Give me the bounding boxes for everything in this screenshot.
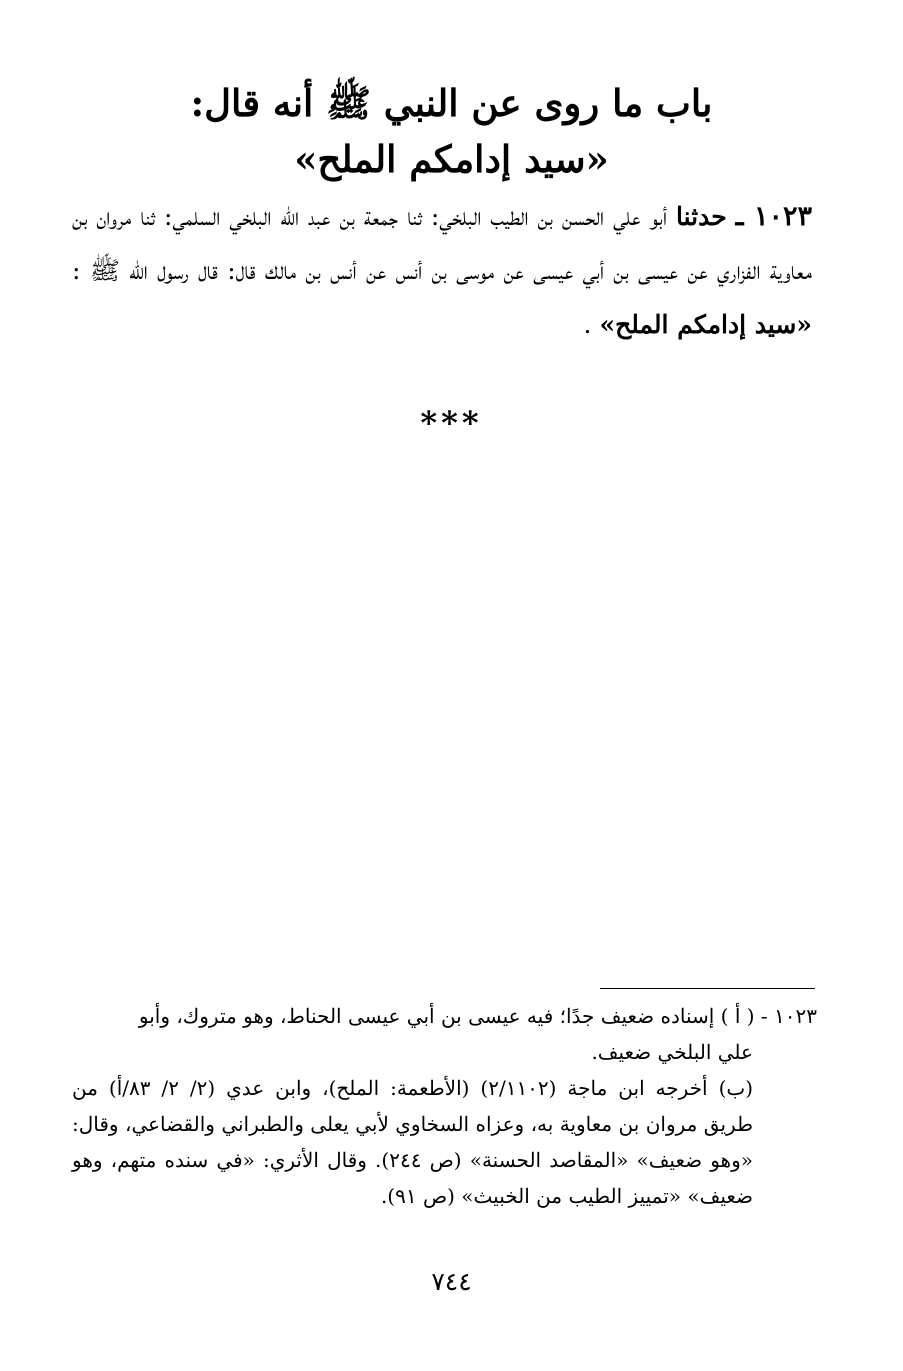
footnote-a [72,998,817,1070]
hadith-text: أبو علي الحسن بن الطيب البلخي: ثنا جمعة بن عبد الله البلخي السلمي: ثنا مروان بن معاوية الفزاري عن عيسى بن أبي عيسى عن موسى بن أنس عن أنس بن مالك قال: قال رسول الله ﷺ : [72,202,812,285]
hadith-number: ١٠٢٣ ـ [735,201,812,232]
footnote-divider [600,988,815,989]
hadith-lead: حدثنا [676,202,727,231]
hadith-paragraph [72,190,812,352]
page-number: ٧٤٤ [431,1267,472,1296]
footnotes [72,998,817,1214]
hadith-end: . [583,310,592,339]
footnote-a-text-line1: إسناده ضعيف جدًا؛ فيه عيسى بن أبي عيسى الحناط، وهو متروك، وأبو [138,1004,715,1028]
footnote-a-label: ١٠٢٣ - ( أ ) [720,1004,817,1028]
chapter-title: باب ما روى عن النبي ﷺ أنه قال: [190,81,713,125]
hadith-quote: «سيد إدامكم الملح» [599,310,812,339]
footnote-a-text-line2: علي البلخي ضعيف. [591,1040,753,1064]
footnote-b: (ب) أخرجه ابن ماجة (٢/١١٠٢) (الأطعمة: الملح)، وابن عدي (٢/ ٢/ ٨٣/أ) من طريق مروان بن معاوية به، وعزاه السخاوي لأبي يعلى والطبراني والقضاعي، وقال: «وهو ضعيف» «المقاصد الحسنة» (ص ٢٤٤). وقال الأثري: «في سنده متهم، وهو ضعيف» «تمييز الطيب من الخبيث» (ص ٩١). [72,1076,753,1208]
section-separator: *** [420,404,483,442]
chapter-subtitle: «سيد إدامكم الملح» [294,137,609,181]
